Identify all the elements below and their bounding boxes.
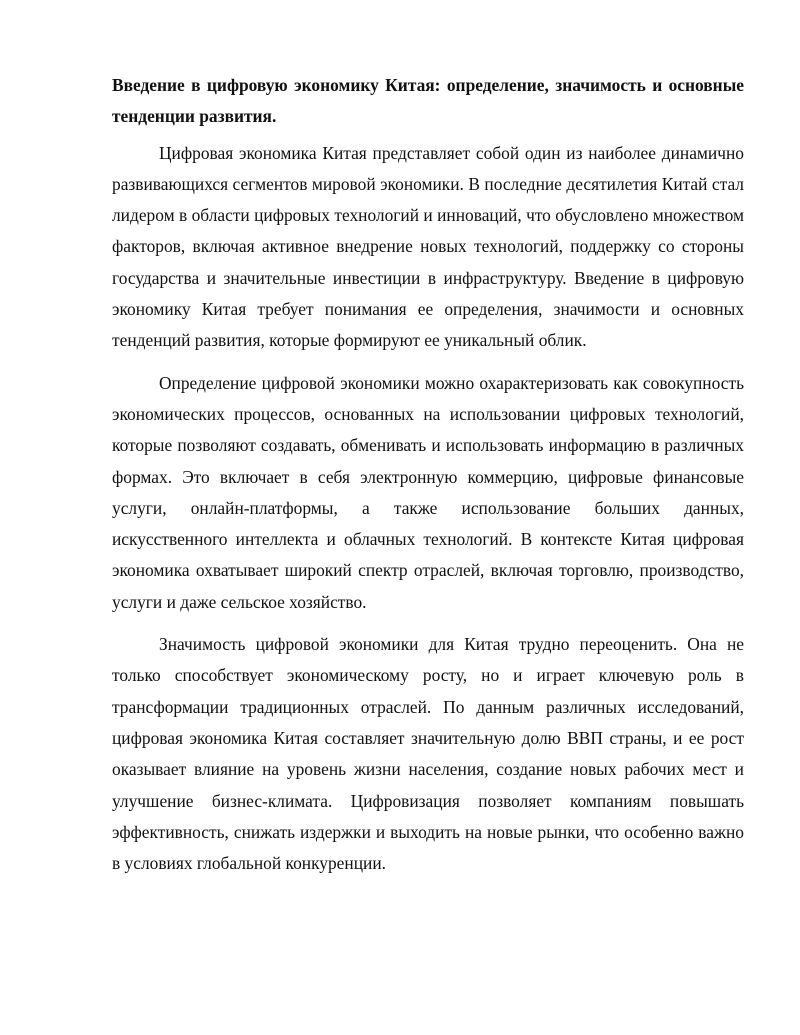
section-heading: Введение в цифровую экономику Китая: определение, значимость и основные тенденции развития. — [112, 75, 744, 127]
paragraph-intro: Цифровая экономика Китая представляет собой один из наиболее динамично развивающихся сегментов мировой экономики. В последние десятилетия Китай стал лидером в области цифровых технологий и инноваций, что обусловлено множеством факторов, включая активное внедрение новых технологий, поддержку со стороны государства и значительные инвестиции в инфраструктуру. Введение в цифровую экономику Китая требует понимания ее определения, значимости и основных тенденций развития, которые формируют ее уникальный облик. — [112, 142, 744, 351]
document-page — [112, 70, 744, 890]
paragraph-significance: Значимость цифровой экономики для Китая трудно переоценить. Она не только способствует экономическому росту, но и играет ключевую роль в трансформации традиционных отраслей. По данным различных исследований, цифровая экономика Китая составляет значительную долю ВВП страны, и ее рост оказывает влияние на уровень жизни населения, создание новых рабочих мест и улучшение бизнес-климата. Цифровизация позволяет компаниям повышать эффективность, снижать издержки и выходить на новые рынки, что особенно важно в условиях глобальной конкуренции. — [112, 634, 744, 874]
paragraph-definition: Определение цифровой экономики можно охарактеризовать как совокупность экономических процессов, основанных на использовании цифровых технологий, которые позволяют создавать, обменивать и использовать информацию в различных формах. Это включает в себя электронную коммерцию, цифровые финансовые услуги, онлайн-платформы, а также использование больших данных, искусственного интеллекта и облачных технологий. В контексте Китая цифровая экономика охватывает широкий спектр отраслей, включая торговлю, производство, услуги и даже сельское хозяйство. — [112, 372, 744, 612]
